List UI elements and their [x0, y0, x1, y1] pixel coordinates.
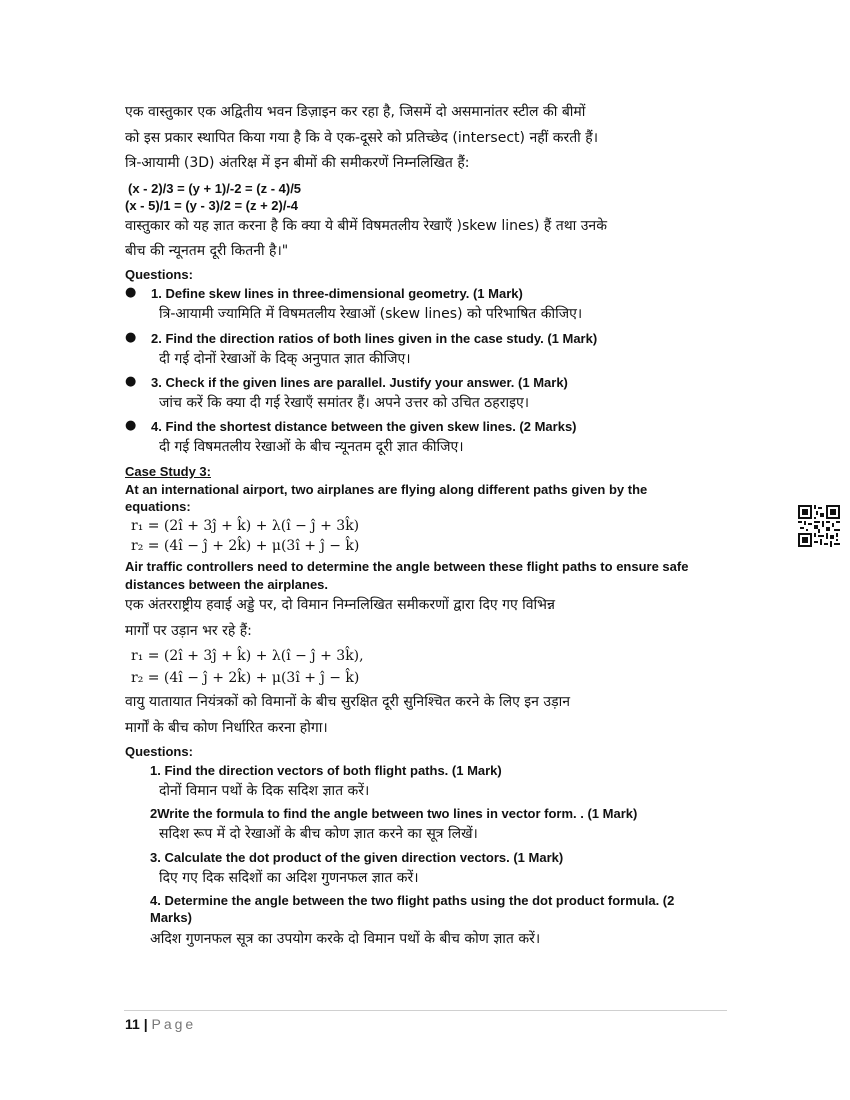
question-hi: दी गई विषमतलीय रेखाओं के बीच न्यूनतम दूरी ज्ञात कीजिए। — [159, 439, 464, 455]
intro-para2-line2: बीच की न्यूनतम दूरी कितनी है।" — [125, 243, 289, 259]
question-item — [125, 849, 720, 893]
question-hi: सदिश रूप में दो रेखाओं के बीच कोण ज्ञात करने का सूत्र लिखें। — [159, 826, 478, 842]
case3-hi-line2: मार्गों पर उड़ान भर रहे हैं: — [125, 623, 252, 639]
question-item — [125, 418, 720, 462]
question-en: 3. Check if the given lines are parallel. Justify your answer. (1 Mark) — [151, 375, 568, 390]
question-hi: जांच करें कि क्या दी गई रेखाएँ समांतर हैं। अपने उत्तर को उचित ठहराइए। — [159, 395, 529, 411]
question-en-line2: Marks) — [150, 910, 192, 925]
question-hi: दिए गए दिक सदिशों का अदिश गुणनफल ज्ञात करें। — [159, 870, 419, 886]
footer-divider — [124, 1010, 727, 1011]
vector-equation-r2: r₂ = (4î − ĵ + 2k̂) + μ(3î + ĵ − k̂) — [131, 538, 360, 554]
case3-en-line2: equations: — [125, 499, 191, 514]
footer-separator: | — [143, 1016, 148, 1032]
bullet-icon: ● — [125, 374, 137, 389]
intro-para2-line1: वास्तुकार को यह ज्ञात करना है कि क्या ये बीमें विषमतलीय रेखाएँ )skew lines) हैं तथा उनके — [125, 218, 607, 234]
question-en: 4. Find the shortest distance between the given skew lines. (2 Marks) — [151, 419, 577, 434]
questions-heading-2: Questions: — [125, 744, 193, 759]
question-item — [125, 330, 720, 374]
case3-en-line1: At an international airport, two airplanes are flying along different paths given by the — [125, 482, 648, 497]
page-number: 11 — [125, 1016, 140, 1032]
question-item — [125, 892, 720, 954]
question-en: 1. Define skew lines in three-dimensional geometry. (1 Mark) — [151, 286, 523, 301]
case3-en-line3: Air traffic controllers need to determine the angle between these flight paths to ensure safe — [125, 559, 689, 574]
vector-equation-r1: r₁ = (2î + 3ĵ + k̂) + λ(î − ĵ + 3k̂) — [131, 518, 360, 534]
question-item — [125, 805, 720, 849]
bullet-icon: ● — [125, 418, 137, 433]
equation-line-2: (x - 5)/1 = (y - 3)/2 = (z + 2)/-4 — [125, 198, 299, 213]
question-hi: त्रि-आयामी ज्यामिति में विषमतलीय रेखाओं (skew lines) को परिभाषित कीजिए। — [159, 306, 583, 322]
case3-en-line4: distances between the airplanes. — [125, 577, 329, 592]
case-study-3-title: Case Study 3: — [125, 464, 211, 479]
question-hi: अदिश गुणनफल सूत्र का उपयोग करके दो विमान पथों के बीच कोण ज्ञात करें। — [150, 931, 541, 947]
intro-para1-line3: त्रि-आयामी (3D) अंतरिक्ष में इन बीमों की समीकरणें निम्नलिखित हैं: — [125, 155, 470, 171]
question-item — [125, 285, 720, 329]
question-en: 1. Find the direction vectors of both flight paths. (1 Mark) — [150, 763, 502, 778]
question-hi: दी गई दोनों रेखाओं के दिक् अनुपात ज्ञात कीजिए। — [159, 351, 411, 367]
question-en: 2. Find the direction ratios of both lines given in the case study. (1 Mark) — [151, 331, 598, 346]
question-item — [125, 374, 720, 418]
case3-hi-line1: एक अंतरराष्ट्रीय हवाई अड्डे पर, दो विमान निम्नलिखित समीकरणों द्वारा दिए गए विभिन्न — [125, 597, 555, 613]
question-en: 3. Calculate the dot product of the given direction vectors. (1 Mark) — [150, 850, 564, 865]
vector-equation-r1-hi: r₁ = (2î + 3ĵ + k̂) + λ(î − ĵ + 3k̂), — [131, 648, 364, 664]
intro-para1-line1: एक वास्तुकार एक अद्वितीय भवन डिज़ाइन कर रहा है, जिसमें दो असमानांतर स्टील की बीमों — [125, 104, 586, 120]
question-en: 2Write the formula to find the angle between two lines in vector form. . (1 Mark) — [150, 806, 638, 821]
intro-para1-line2: को इस प्रकार स्थापित किया गया है कि वे एक-दूसरे को प्रतिच्छेद (intersect) नहीं करती हैं। — [125, 130, 598, 146]
case3-hi-line3: वायु यातायात नियंत्रकों को विमानों के बीच सुरक्षित दूरी सुनिश्चित करने के लिए इन उड़ान — [125, 694, 570, 710]
equation-line-1: (x - 2)/3 = (y + 1)/-2 = (z - 4)/5 — [128, 181, 302, 196]
case3-hi-line4: मार्गों के बीच कोण निर्धारित करना होगा। — [125, 720, 328, 736]
vector-equation-r2-hi: r₂ = (4î − ĵ + 2k̂) + μ(3î + ĵ − k̂) — [131, 670, 360, 686]
question-item — [125, 762, 720, 806]
questions-heading-1: Questions: — [125, 267, 193, 282]
bullet-icon: ● — [125, 285, 137, 300]
question-hi: दोनों विमान पथों के दिक सदिश ज्ञात करें। — [159, 783, 370, 799]
bullet-icon: ● — [125, 330, 137, 345]
page-label: Page — [151, 1016, 197, 1032]
page-footer — [125, 1016, 196, 1032]
qr-code-icon — [798, 505, 840, 547]
question-en-line1: 4. Determine the angle between the two flight paths using the dot product formula. (2 — [150, 893, 675, 908]
